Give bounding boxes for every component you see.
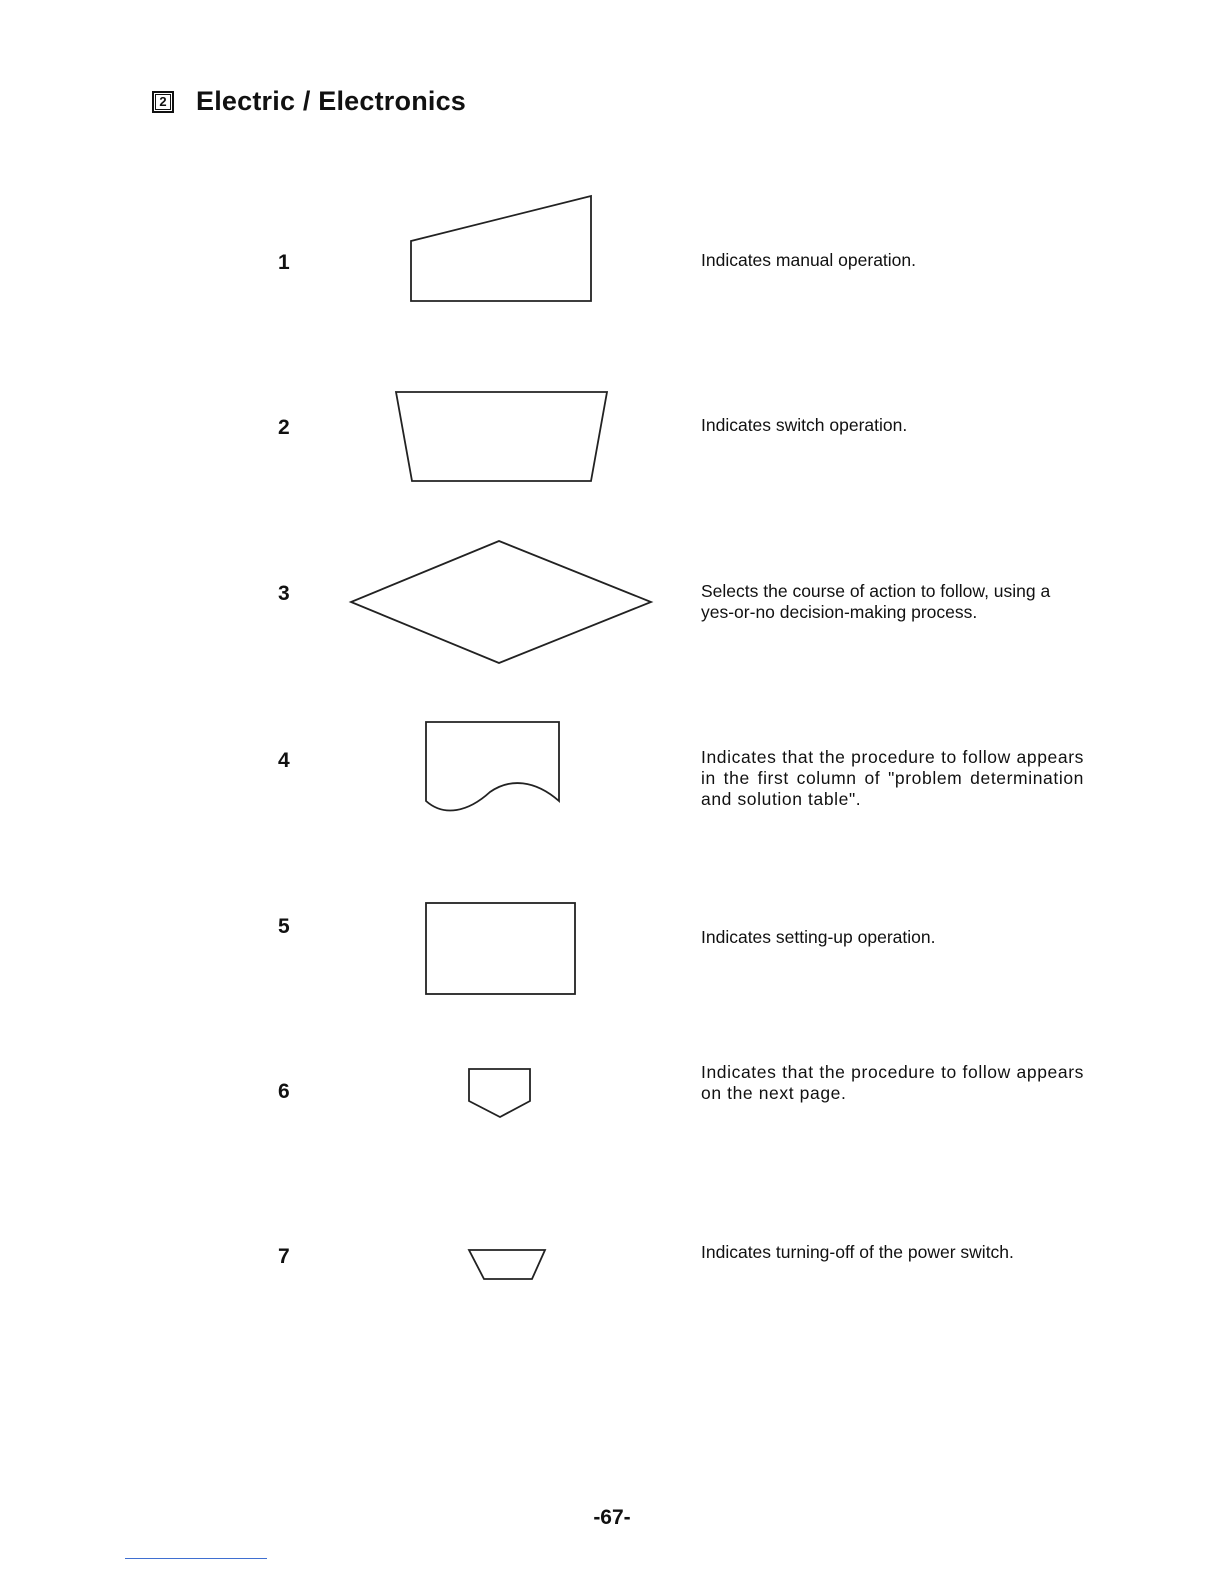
symbol-number: 4 bbox=[278, 749, 290, 772]
symbol-number: 3 bbox=[278, 582, 290, 605]
symbol-description: Indicates that the procedure to follow appears in the first column of "problem determination and solution table". bbox=[701, 747, 1084, 809]
symbol-description: Indicates switch operation. bbox=[701, 415, 908, 435]
section-number: 2 bbox=[155, 94, 171, 110]
decision-symbol bbox=[351, 541, 651, 663]
symbol-description: Indicates that the procedure to follow appears on the next page. bbox=[701, 1062, 1084, 1103]
symbol-description: Indicates setting-up operation. bbox=[701, 927, 936, 947]
symbol-description: Indicates turning-off of the power switch. bbox=[701, 1242, 1014, 1262]
switch-operation-symbol bbox=[396, 392, 607, 481]
manual-operation-symbol bbox=[411, 196, 591, 301]
footer-rule bbox=[125, 1558, 267, 1559]
section-title: Electric / Electronics bbox=[196, 86, 467, 116]
power-off-symbol bbox=[469, 1250, 545, 1279]
symbol-description: Selects the course of action to follow, using a yes-or-no decision-making process. bbox=[701, 581, 1051, 622]
symbol-number: 1 bbox=[278, 251, 290, 274]
symbol-description: Indicates manual operation. bbox=[701, 250, 916, 270]
symbol-number: 7 bbox=[278, 1245, 290, 1268]
process-symbol bbox=[426, 903, 575, 994]
page-number: -67- bbox=[593, 1506, 631, 1529]
symbol-number: 2 bbox=[278, 416, 290, 439]
symbol-number: 6 bbox=[278, 1080, 290, 1103]
symbol-number: 5 bbox=[278, 915, 290, 938]
document-symbol bbox=[426, 722, 559, 811]
off-page-connector-symbol bbox=[469, 1069, 530, 1117]
